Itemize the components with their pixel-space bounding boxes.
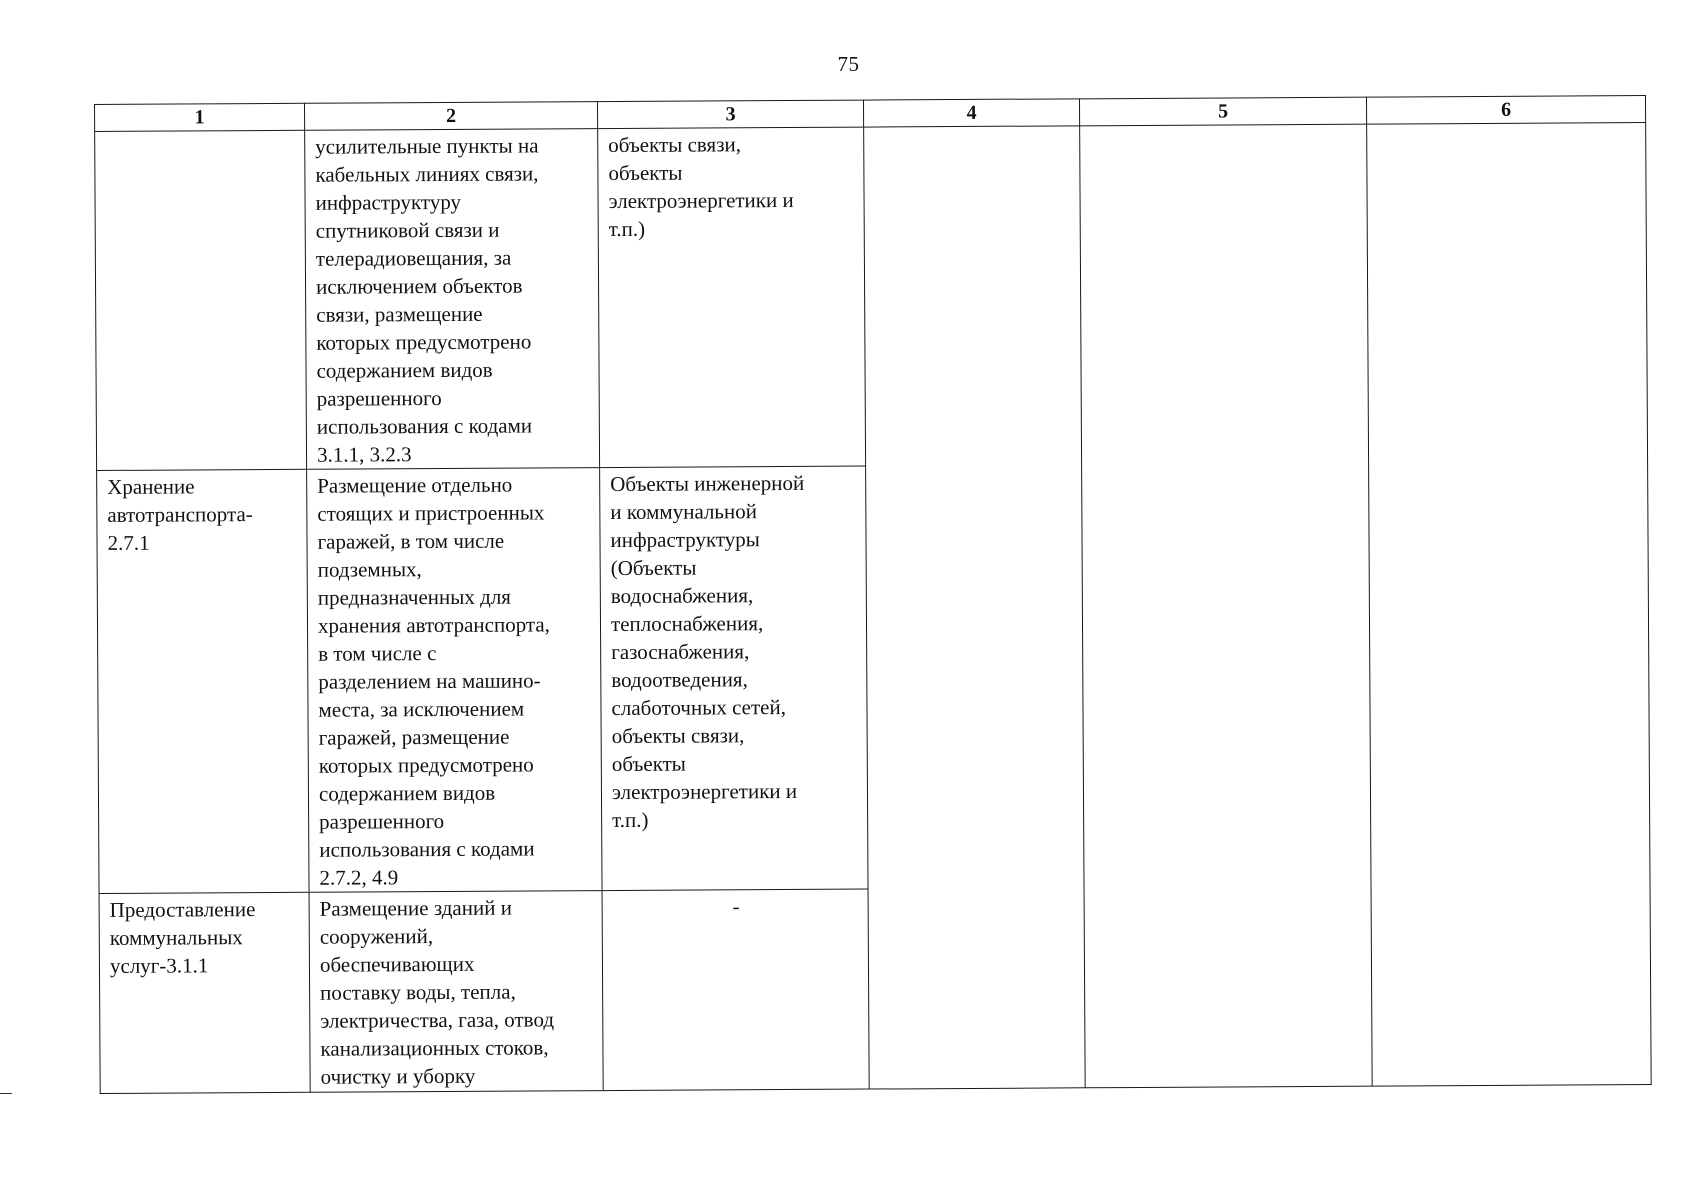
use-type-cell: Хранение автотранспорта- 2.7.1	[97, 469, 309, 893]
use-type-cell	[95, 130, 307, 470]
column-5-cell	[1080, 124, 1373, 1088]
auxiliary-uses-cell: объекты связи, объекты электроэнергетики и т.п.)	[598, 127, 866, 468]
header-cell-4: 4	[863, 99, 1079, 127]
header-cell-3: 3	[597, 100, 863, 129]
use-type-cell: Предоставление коммунальных услуг-3.1.1	[99, 892, 310, 1093]
table-row	[95, 123, 1648, 471]
header-cell-6: 6	[1366, 96, 1645, 125]
page-number: 75	[837, 52, 860, 76]
column-6-cell	[1367, 123, 1652, 1087]
use-description-cell: Размещение отдельно стоящих и пристроенных гаражей, в том числе подземных, предназначенных для хранения автотранспорта, в том числе с разделением на машино- места, за исключением гаражей, размещение которых предусмотрено содержанием видов разрешенного использования с кодами 2.7.2, 4.9	[307, 468, 602, 893]
header-cell-2: 2	[304, 102, 597, 131]
header-cell-5: 5	[1079, 97, 1366, 126]
column-4-cell	[864, 126, 1086, 1089]
use-description-cell: усилительные пункты на кабельных линиях связи, инфраструктуру спутниковой связи и телерадиовещания, за исключением объектов связи, размещение которых предусмотрено содержанием видов разрешенного использования с кодами 3.1.1, 3.2.3	[305, 129, 600, 470]
use-description-cell: Размещение зданий и сооружений, обеспечивающих поставку воды, тепла, электричества, газа, отвод канализационных стоков, очистку и уборку	[309, 891, 603, 1093]
auxiliary-uses-cell: -	[602, 889, 869, 1091]
zoning-table	[94, 95, 1652, 1094]
header-cell-1: 1	[95, 103, 305, 131]
auxiliary-uses-cell: Объекты инженерной и коммунальной инфраструктуры (Объекты водоснабжения, теплоснабжения, газоснабжения, водоотведения, слаботочных сетей, объекты связи, объекты электроэнергетики и т.п.)	[600, 466, 868, 891]
margin-mark	[0, 1093, 12, 1094]
